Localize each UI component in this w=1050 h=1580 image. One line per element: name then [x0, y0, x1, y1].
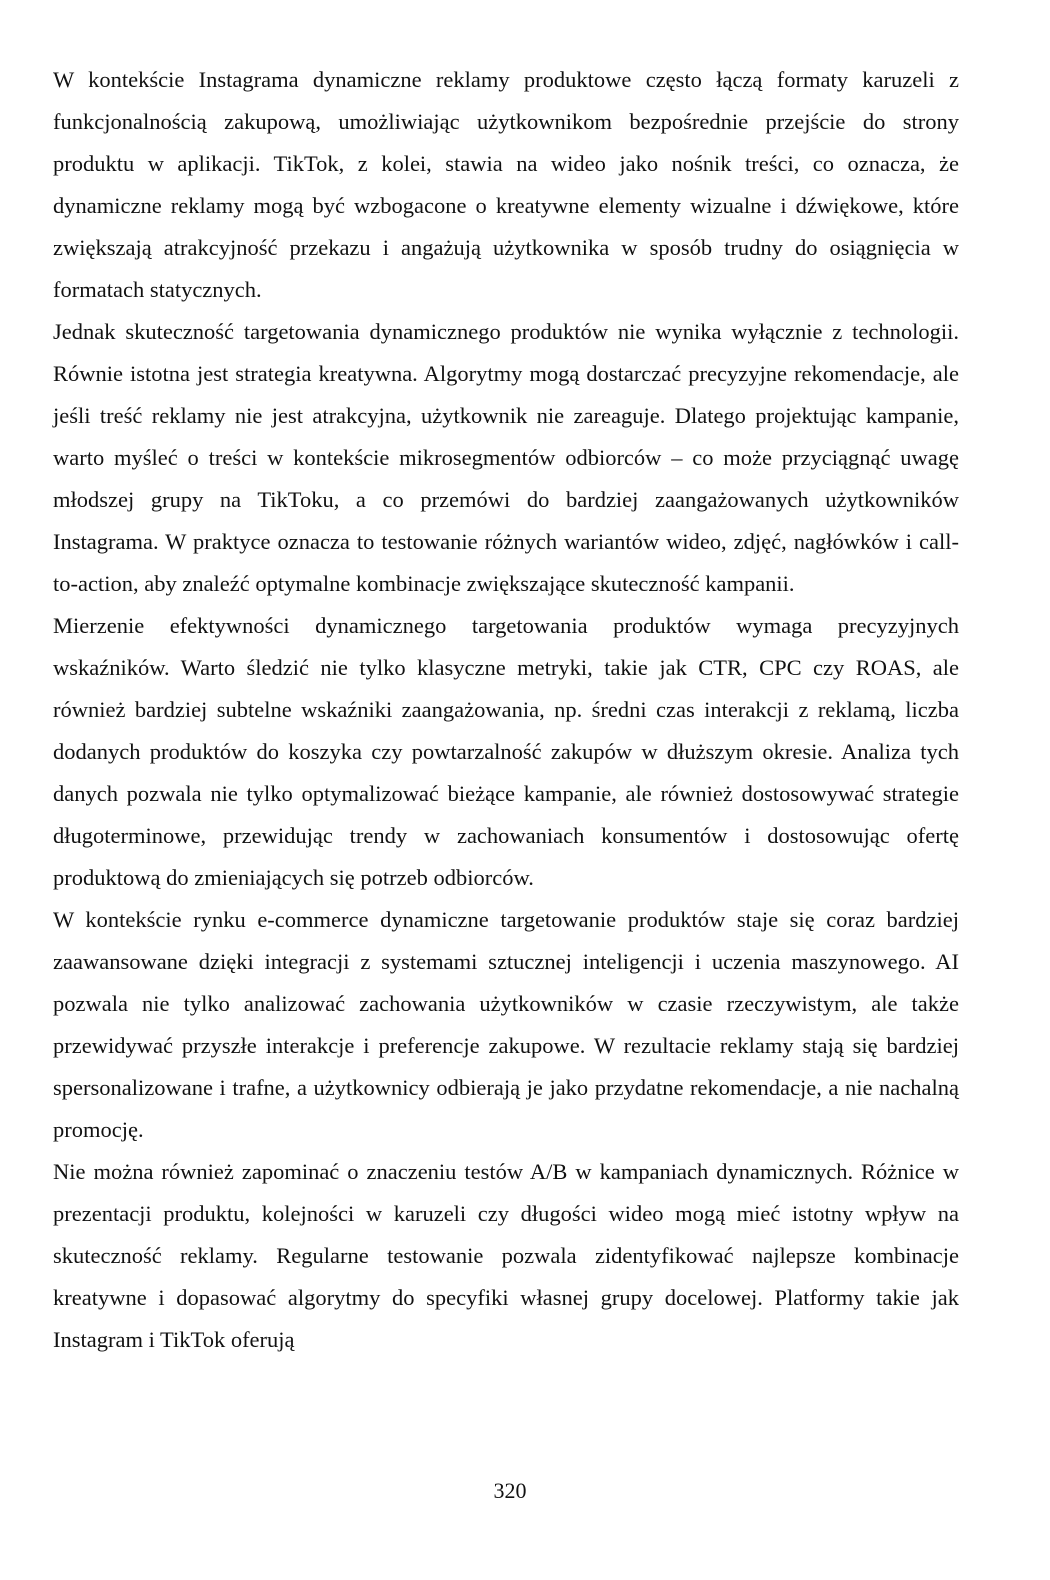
document-page [53, 59, 959, 1361]
paragraph-measuring-effectiveness: Mierzenie efektywności dynamicznego targetowania produktów wymaga precyzyjnych wskaźników. Warto śledzić nie tylko klasyczne metryki, takie jak CTR, CPC czy ROAS, ale również bardziej subtelne wskaźniki zaangażowania, np. średni czas interakcji z reklamą, liczba dodanych produktów do koszyka czy powtarzalność zakupów w dłuższym okresie. Analiza tych danych pozwala nie tylko optymalizować bieżące kampanie, ale również dostosowywać strategie długoterminowe, przewidując trendy w zachowaniach konsumentów i dostosowując ofertę produktową do zmieniających się potrzeb odbiorców. [53, 613, 959, 890]
paragraph-creative-strategy: Jednak skuteczność targetowania dynamicznego produktów nie wynika wyłącznie z technologii. Równie istotna jest strategia kreatywna. Algorytmy mogą dostarczać precyzyjne rekomendacje, ale jeśli treść reklamy nie jest atrakcyjna, użytkownik nie zareaguje. Dlatego projektując kampanie, warto myśleć o treści w kontekście mikrosegmentów odbiorców – co może przyciągnąć uwagę młodszej grupy na TikToku, a co przemówi do bardziej zaangażowanych użytkowników Instagrama. W praktyce oznacza to testowanie różnych wariantów wideo, zdjęć, nagłówków i call-to-action, aby znaleźć optymalne kombinacje zwiększające skuteczność kampanii. [53, 319, 959, 596]
paragraph-ab-testing: Nie można również zapominać o znaczeniu testów A/B w kampaniach dynamicznych. Różnice w prezentacji produktu, kolejności w karuzeli czy długości wideo mogą mieć istotny wpływ na skuteczność reklamy. Regularne testowanie pozwala zidentyfikować najlepsze kombinacje kreatywne i dopasować algorytmy do specyfiki własnej grupy docelowej. Platformy takie jak Instagram i TikTok oferują [53, 1159, 959, 1352]
paragraph-instagram-tiktok-formats: W kontekście Instagrama dynamiczne reklamy produktowe często łączą formaty karuzeli z funkcjonalnością zakupową, umożliwiając użytkownikom bezpośrednie przejście do strony produktu w aplikacji. TikTok, z kolei, stawia na wideo jako nośnik treści, co oznacza, że dynamiczne reklamy mogą być wzbogacone o kreatywne elementy wizualne i dźwiękowe, które zwiększają atrakcyjność przekazu i angażują użytkownika w sposób trudny do osiągnięcia w formatach statycznych. [53, 67, 959, 302]
page-number: 320 [493, 1478, 527, 1503]
paragraph-ecommerce-ai: W kontekście rynku e-commerce dynamiczne targetowanie produktów staje się coraz bardziej zaawansowane dzięki integracji z systemami sztucznej inteligencji i uczenia maszynowego. AI pozwala nie tylko analizować zachowania użytkowników w czasie rzeczywistym, ale także przewidywać przyszłe interakcje i preferencje zakupowe. W rezultacie reklamy stają się bardziej spersonalizowane i trafne, a użytkownicy odbierają je jako przydatne rekomendacje, a nie nachalną promocję. [53, 907, 959, 1142]
